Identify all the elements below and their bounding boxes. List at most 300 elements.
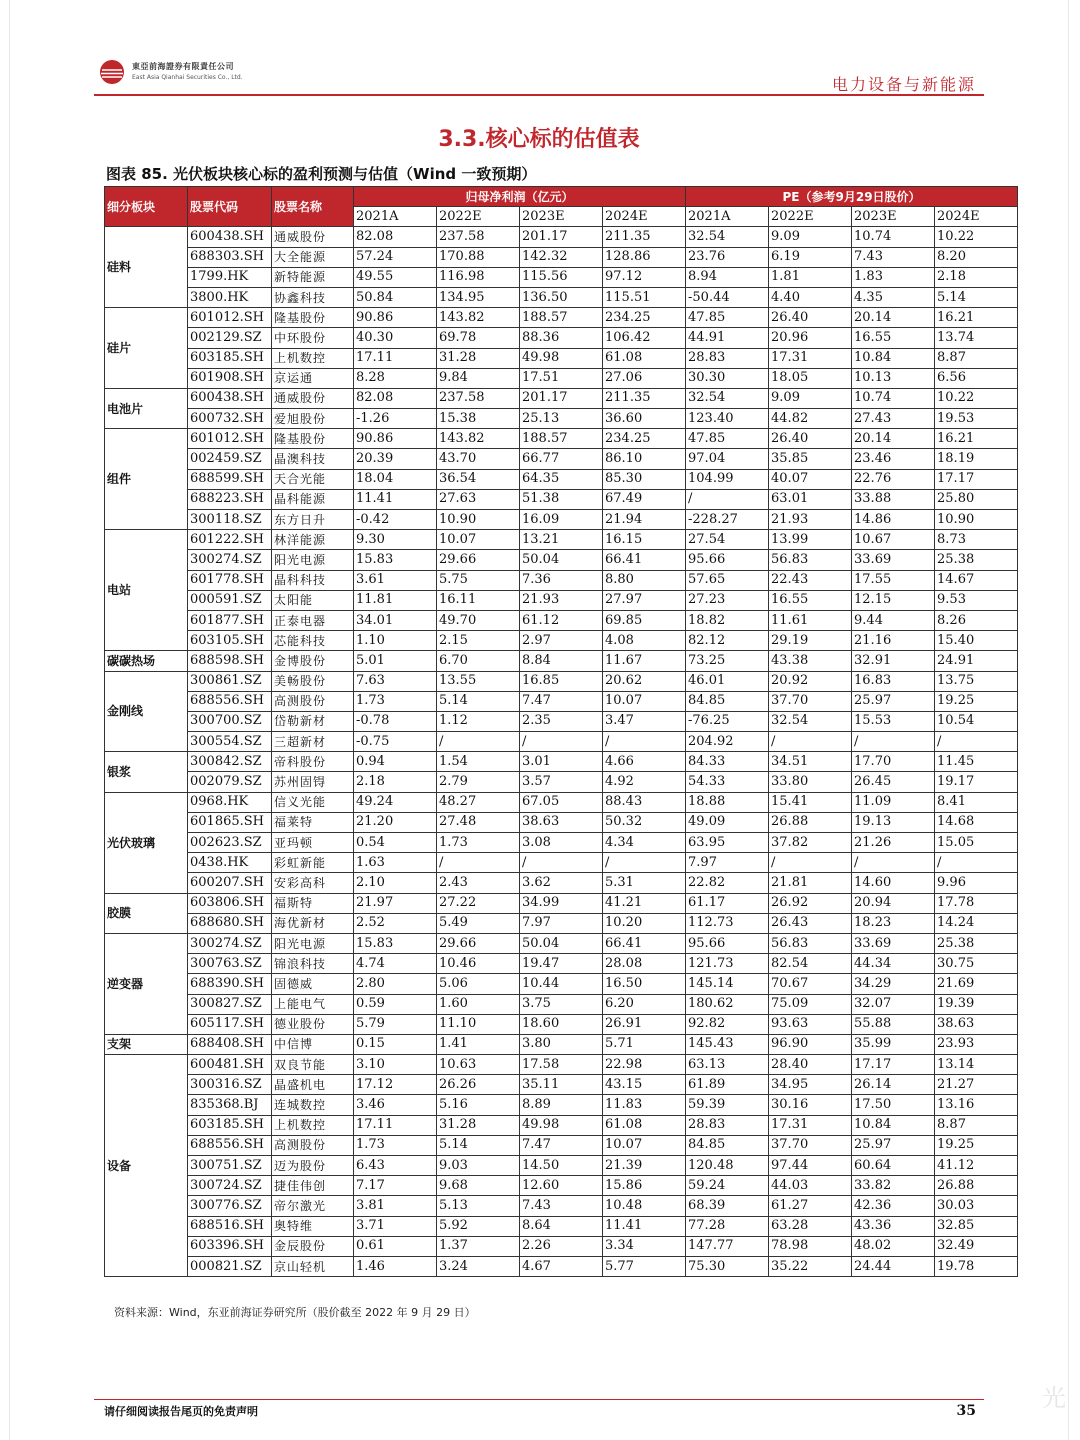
- pe-cell: 9.44: [852, 610, 935, 630]
- pe-cell: 14.86: [852, 510, 935, 530]
- pe-cell: 34.29: [852, 974, 935, 994]
- pe-cell: 26.40: [769, 308, 852, 328]
- stock-code-cell: 300118.SZ: [188, 510, 272, 530]
- pe-cell: 147.77: [686, 1236, 769, 1256]
- header-code: 股票代码: [188, 187, 272, 227]
- stock-name-cell: 金辰股份: [272, 1236, 354, 1256]
- net-profit-cell: 2.10: [354, 873, 437, 893]
- pe-cell: 25.97: [852, 1135, 935, 1155]
- stock-code-cell: 688390.SH: [188, 974, 272, 994]
- pe-cell: 17.55: [852, 570, 935, 590]
- pe-cell: 19.39: [935, 994, 1018, 1014]
- table-row: [105, 671, 1018, 691]
- net-profit-cell: 211.35: [603, 227, 686, 247]
- pe-cell: 20.96: [769, 328, 852, 348]
- stock-code-cell: 688556.SH: [188, 691, 272, 711]
- net-profit-cell: 1.63: [354, 853, 437, 873]
- net-profit-cell: 43.70: [437, 449, 520, 469]
- pe-cell: 9.09: [769, 227, 852, 247]
- net-profit-cell: 17.12: [354, 1075, 437, 1095]
- pe-cell: 123.40: [686, 409, 769, 429]
- net-profit-cell: 16.15: [603, 530, 686, 550]
- table-row: [105, 328, 1018, 348]
- pe-cell: 29.19: [769, 631, 852, 651]
- net-profit-cell: 69.78: [437, 328, 520, 348]
- data-source-note: 资料来源：Wind，东亚前海证券研究所（股价截至 2022 年 9 月 29 日）: [114, 1306, 476, 1319]
- pe-cell: 33.69: [852, 933, 935, 953]
- pe-cell: 15.05: [935, 833, 1018, 853]
- net-profit-cell: 0.54: [354, 833, 437, 853]
- pe-cell: /: [935, 853, 1018, 873]
- net-profit-cell: 15.86: [603, 1176, 686, 1196]
- table-row: [105, 1236, 1018, 1256]
- net-profit-cell: 21.39: [603, 1156, 686, 1176]
- table-row: [105, 1135, 1018, 1155]
- report-category: 电力设备与新能源: [831, 75, 976, 94]
- net-profit-cell: 3.46: [354, 1095, 437, 1115]
- year-header: 2022E: [437, 207, 520, 227]
- pe-cell: 84.85: [686, 1135, 769, 1155]
- table-row: [105, 429, 1018, 449]
- net-profit-cell: 21.97: [354, 893, 437, 913]
- pe-cell: 17.78: [935, 893, 1018, 913]
- pe-cell: 26.92: [769, 893, 852, 913]
- year-header: 2022E: [769, 207, 852, 227]
- net-profit-cell: 211.35: [603, 388, 686, 408]
- net-profit-cell: 11.81: [354, 590, 437, 610]
- pe-cell: 4.35: [852, 287, 935, 307]
- net-profit-cell: 15.83: [354, 933, 437, 953]
- sector-cell: 胶膜: [105, 893, 188, 933]
- pe-cell: 47.85: [686, 429, 769, 449]
- stock-name-cell: 高测股份: [272, 1135, 354, 1155]
- table-row: [105, 812, 1018, 832]
- net-profit-cell: 6.43: [354, 1156, 437, 1176]
- pe-cell: 28.83: [686, 1115, 769, 1135]
- net-profit-cell: 7.36: [520, 570, 603, 590]
- net-profit-cell: 16.09: [520, 510, 603, 530]
- net-profit-cell: 11.41: [603, 1216, 686, 1236]
- net-profit-cell: 9.84: [437, 368, 520, 388]
- net-profit-cell: 1.41: [437, 1034, 520, 1054]
- pe-cell: 23.76: [686, 247, 769, 267]
- net-profit-cell: 50.04: [520, 933, 603, 953]
- net-profit-cell: 2.52: [354, 913, 437, 933]
- net-profit-cell: /: [603, 853, 686, 873]
- net-profit-cell: 31.28: [437, 1115, 520, 1135]
- net-profit-cell: 88.43: [603, 792, 686, 812]
- net-profit-cell: 10.07: [437, 530, 520, 550]
- pe-cell: 24.91: [935, 651, 1018, 671]
- pe-cell: 24.44: [852, 1256, 935, 1276]
- net-profit-cell: 3.24: [437, 1256, 520, 1276]
- company-name-en: East Asia Qianhai Securities Co., Ltd.: [132, 74, 243, 81]
- pe-cell: 96.90: [769, 1034, 852, 1054]
- pe-cell: 30.03: [935, 1196, 1018, 1216]
- pe-cell: 37.70: [769, 691, 852, 711]
- stock-name-cell: 东方日升: [272, 510, 354, 530]
- pe-cell: 32.07: [852, 994, 935, 1014]
- table-row: [105, 610, 1018, 630]
- net-profit-cell: 82.08: [354, 227, 437, 247]
- sector-cell: 硅片: [105, 308, 188, 389]
- net-profit-cell: 29.66: [437, 933, 520, 953]
- pe-cell: 84.85: [686, 691, 769, 711]
- stock-code-cell: 300842.SZ: [188, 752, 272, 772]
- pe-cell: 145.14: [686, 974, 769, 994]
- net-profit-cell: 69.85: [603, 610, 686, 630]
- pe-cell: 25.97: [852, 691, 935, 711]
- net-profit-cell: 142.32: [520, 247, 603, 267]
- table-row: [105, 974, 1018, 994]
- pe-cell: 112.73: [686, 913, 769, 933]
- pe-cell: 10.90: [935, 510, 1018, 530]
- net-profit-cell: 10.63: [437, 1055, 520, 1075]
- net-profit-cell: 11.41: [354, 489, 437, 509]
- pe-cell: /: [935, 732, 1018, 752]
- stock-code-cell: 300316.SZ: [188, 1075, 272, 1095]
- pe-cell: 33.88: [852, 489, 935, 509]
- stock-name-cell: 隆基股份: [272, 308, 354, 328]
- stock-code-cell: 601877.SH: [188, 610, 272, 630]
- pe-cell: 19.53: [935, 409, 1018, 429]
- net-profit-cell: 28.08: [603, 954, 686, 974]
- table-row: [105, 853, 1018, 873]
- pe-cell: 18.19: [935, 449, 1018, 469]
- net-profit-cell: 0.61: [354, 1236, 437, 1256]
- net-profit-cell: 115.56: [520, 267, 603, 287]
- sector-cell: 硅料: [105, 227, 188, 308]
- table-row: [105, 510, 1018, 530]
- stock-code-cell: 601012.SH: [188, 308, 272, 328]
- net-profit-cell: 82.08: [354, 388, 437, 408]
- stock-name-cell: 林洋能源: [272, 530, 354, 550]
- stock-name-cell: 中环股份: [272, 328, 354, 348]
- sector-cell: 金刚线: [105, 671, 188, 752]
- stock-code-cell: 300554.SZ: [188, 732, 272, 752]
- pe-cell: 10.84: [852, 1115, 935, 1135]
- table-row: [105, 1176, 1018, 1196]
- pe-cell: 54.33: [686, 772, 769, 792]
- net-profit-cell: 237.58: [437, 388, 520, 408]
- net-profit-cell: 49.98: [520, 348, 603, 368]
- pe-cell: 56.83: [769, 933, 852, 953]
- stock-name-cell: 中信博: [272, 1034, 354, 1054]
- sector-cell: 光伏玻璃: [105, 792, 188, 893]
- pe-cell: 70.67: [769, 974, 852, 994]
- net-profit-cell: 6.20: [603, 994, 686, 1014]
- net-profit-cell: 3.08: [520, 833, 603, 853]
- pe-cell: 78.98: [769, 1236, 852, 1256]
- stock-code-cell: 0968.HK: [188, 792, 272, 812]
- net-profit-cell: 234.25: [603, 429, 686, 449]
- year-header: 2023E: [852, 207, 935, 227]
- table-row: [105, 227, 1018, 247]
- table-row: [105, 449, 1018, 469]
- net-profit-cell: 49.55: [354, 267, 437, 287]
- pe-cell: 27.43: [852, 409, 935, 429]
- stock-code-cell: 688556.SH: [188, 1135, 272, 1155]
- stock-name-cell: 新特能源: [272, 267, 354, 287]
- net-profit-cell: 3.57: [520, 772, 603, 792]
- pe-cell: 8.20: [935, 247, 1018, 267]
- stock-name-cell: 太阳能: [272, 590, 354, 610]
- net-profit-cell: 5.77: [603, 1256, 686, 1276]
- net-profit-cell: 90.86: [354, 308, 437, 328]
- net-profit-cell: 0.59: [354, 994, 437, 1014]
- net-profit-cell: 8.28: [354, 368, 437, 388]
- stock-code-cell: 603105.SH: [188, 631, 272, 651]
- table-row: [105, 1115, 1018, 1135]
- pe-cell: 25.38: [935, 550, 1018, 570]
- pe-cell: 13.14: [935, 1055, 1018, 1075]
- pe-cell: 6.56: [935, 368, 1018, 388]
- stock-name-cell: 金博股份: [272, 651, 354, 671]
- stock-code-cell: 688599.SH: [188, 469, 272, 489]
- pe-cell: -228.27: [686, 510, 769, 530]
- pe-cell: 121.73: [686, 954, 769, 974]
- table-row: [105, 489, 1018, 509]
- stock-code-cell: 601222.SH: [188, 530, 272, 550]
- net-profit-cell: 49.24: [354, 792, 437, 812]
- net-profit-cell: 7.43: [520, 1196, 603, 1216]
- net-profit-cell: 10.07: [603, 691, 686, 711]
- stock-code-cell: 002129.SZ: [188, 328, 272, 348]
- pe-cell: 28.83: [686, 348, 769, 368]
- net-profit-cell: 27.48: [437, 812, 520, 832]
- net-profit-cell: 3.80: [520, 1034, 603, 1054]
- stock-name-cell: 阳光电源: [272, 933, 354, 953]
- pe-cell: 26.40: [769, 429, 852, 449]
- pe-cell: 23.46: [852, 449, 935, 469]
- pe-cell: 26.88: [935, 1176, 1018, 1196]
- pe-cell: 17.17: [852, 1055, 935, 1075]
- pe-cell: 10.22: [935, 227, 1018, 247]
- table-row: [105, 388, 1018, 408]
- year-header: 2024E: [935, 207, 1018, 227]
- pe-cell: 18.05: [769, 368, 852, 388]
- net-profit-cell: 10.07: [603, 1135, 686, 1155]
- stock-name-cell: 阳光电源: [272, 550, 354, 570]
- net-profit-cell: -0.75: [354, 732, 437, 752]
- stock-code-cell: 1799.HK: [188, 267, 272, 287]
- pe-cell: 120.48: [686, 1156, 769, 1176]
- pe-cell: 32.54: [686, 227, 769, 247]
- stock-name-cell: 晶澳科技: [272, 449, 354, 469]
- stock-name-cell: 正泰电器: [272, 610, 354, 630]
- net-profit-cell: 5.75: [437, 570, 520, 590]
- pe-cell: 12.15: [852, 590, 935, 610]
- table-row: [105, 631, 1018, 651]
- table-row: [105, 772, 1018, 792]
- table-row: [105, 308, 1018, 328]
- pe-cell: 15.40: [935, 631, 1018, 651]
- stock-name-cell: 上机数控: [272, 1115, 354, 1135]
- stock-name-cell: 上机数控: [272, 348, 354, 368]
- pe-cell: 20.14: [852, 429, 935, 449]
- pe-cell: 17.31: [769, 348, 852, 368]
- pe-cell: 16.21: [935, 429, 1018, 449]
- pe-cell: 5.14: [935, 287, 1018, 307]
- net-profit-cell: 201.17: [520, 388, 603, 408]
- pe-cell: 145.43: [686, 1034, 769, 1054]
- pe-cell: 10.74: [852, 227, 935, 247]
- net-profit-cell: 7.97: [520, 913, 603, 933]
- pe-cell: 33.69: [852, 550, 935, 570]
- pe-cell: 32.49: [935, 1236, 1018, 1256]
- net-profit-cell: 136.50: [520, 287, 603, 307]
- net-profit-cell: 18.60: [520, 1014, 603, 1034]
- pe-cell: 204.92: [686, 732, 769, 752]
- net-profit-cell: 5.16: [437, 1095, 520, 1115]
- table-row: [105, 530, 1018, 550]
- pe-cell: 11.45: [935, 752, 1018, 772]
- pe-cell: 19.25: [935, 1135, 1018, 1155]
- sector-cell: 支架: [105, 1034, 188, 1054]
- pe-cell: 35.22: [769, 1256, 852, 1276]
- net-profit-cell: 6.70: [437, 651, 520, 671]
- stock-name-cell: 爱旭股份: [272, 409, 354, 429]
- pe-cell: 42.36: [852, 1196, 935, 1216]
- net-profit-cell: 36.60: [603, 409, 686, 429]
- stock-code-cell: 3800.HK: [188, 287, 272, 307]
- net-profit-cell: 61.08: [603, 348, 686, 368]
- net-profit-cell: 50.04: [520, 550, 603, 570]
- stock-name-cell: 晶盛机电: [272, 1075, 354, 1095]
- valuation-table: [104, 186, 1018, 1277]
- net-profit-cell: 67.05: [520, 792, 603, 812]
- pe-cell: 63.13: [686, 1055, 769, 1075]
- net-profit-cell: 4.66: [603, 752, 686, 772]
- pe-cell: 57.65: [686, 570, 769, 590]
- pe-cell: 7.43: [852, 247, 935, 267]
- pe-cell: 18.88: [686, 792, 769, 812]
- net-profit-cell: 1.54: [437, 752, 520, 772]
- net-profit-cell: 8.89: [520, 1095, 603, 1115]
- net-profit-cell: 188.57: [520, 308, 603, 328]
- stock-code-cell: 688223.SH: [188, 489, 272, 509]
- net-profit-cell: 25.13: [520, 409, 603, 429]
- stock-code-cell: 300763.SZ: [188, 954, 272, 974]
- net-profit-cell: 2.18: [354, 772, 437, 792]
- stock-name-cell: 岱勒新材: [272, 711, 354, 731]
- pe-cell: 7.97: [686, 853, 769, 873]
- stock-code-cell: 300776.SZ: [188, 1196, 272, 1216]
- stock-code-cell: 835368.BJ: [188, 1095, 272, 1115]
- pe-cell: 21.69: [935, 974, 1018, 994]
- net-profit-cell: 1.12: [437, 711, 520, 731]
- net-profit-cell: 27.22: [437, 893, 520, 913]
- pe-cell: -76.25: [686, 711, 769, 731]
- net-profit-cell: 11.83: [603, 1095, 686, 1115]
- pe-cell: 13.75: [935, 671, 1018, 691]
- pe-cell: 95.66: [686, 933, 769, 953]
- net-profit-cell: 2.26: [520, 1236, 603, 1256]
- stock-code-cell: 605117.SH: [188, 1014, 272, 1034]
- stock-name-cell: 高测股份: [272, 691, 354, 711]
- net-profit-cell: 0.15: [354, 1034, 437, 1054]
- pe-cell: 28.40: [769, 1055, 852, 1075]
- pe-cell: 56.83: [769, 550, 852, 570]
- table-row: [105, 1256, 1018, 1276]
- pe-cell: 13.74: [935, 328, 1018, 348]
- net-profit-cell: 13.55: [437, 671, 520, 691]
- pe-cell: 44.03: [769, 1176, 852, 1196]
- pe-cell: 8.73: [935, 530, 1018, 550]
- pe-cell: 10.13: [852, 368, 935, 388]
- net-profit-cell: 116.98: [437, 267, 520, 287]
- table-row: [105, 368, 1018, 388]
- net-profit-cell: 31.28: [437, 348, 520, 368]
- net-profit-cell: 10.44: [520, 974, 603, 994]
- net-profit-cell: 17.58: [520, 1055, 603, 1075]
- net-profit-cell: 21.94: [603, 510, 686, 530]
- pe-cell: 4.40: [769, 287, 852, 307]
- pe-cell: 10.22: [935, 388, 1018, 408]
- net-profit-cell: /: [603, 732, 686, 752]
- pe-cell: /: [686, 489, 769, 509]
- net-profit-cell: 9.30: [354, 530, 437, 550]
- table-row: [105, 247, 1018, 267]
- stock-code-cell: 300827.SZ: [188, 994, 272, 1014]
- net-profit-cell: 20.39: [354, 449, 437, 469]
- pe-cell: 97.04: [686, 449, 769, 469]
- pe-cell: 16.83: [852, 671, 935, 691]
- stock-name-cell: 奥特维: [272, 1216, 354, 1236]
- net-profit-cell: 3.71: [354, 1216, 437, 1236]
- pe-cell: 33.82: [852, 1176, 935, 1196]
- year-header: 2021A: [686, 207, 769, 227]
- pe-cell: 43.36: [852, 1216, 935, 1236]
- table-row: [105, 1055, 1018, 1075]
- table-row: [105, 873, 1018, 893]
- net-profit-cell: 17.51: [520, 368, 603, 388]
- table-row: [105, 752, 1018, 772]
- net-profit-cell: 66.41: [603, 550, 686, 570]
- stock-code-cell: 603185.SH: [188, 348, 272, 368]
- pe-cell: 26.43: [769, 913, 852, 933]
- net-profit-cell: 35.11: [520, 1075, 603, 1095]
- pe-cell: 34.51: [769, 752, 852, 772]
- pe-cell: 25.38: [935, 933, 1018, 953]
- net-profit-cell: /: [437, 853, 520, 873]
- report-page: [10, 0, 1068, 1440]
- net-profit-cell: 40.30: [354, 328, 437, 348]
- net-profit-cell: 88.36: [520, 328, 603, 348]
- pe-cell: 40.07: [769, 469, 852, 489]
- stock-name-cell: 帝科股份: [272, 752, 354, 772]
- net-profit-cell: 29.66: [437, 550, 520, 570]
- stock-code-cell: 601778.SH: [188, 570, 272, 590]
- pe-cell: 14.68: [935, 812, 1018, 832]
- pe-cell: 30.16: [769, 1095, 852, 1115]
- net-profit-cell: 237.58: [437, 227, 520, 247]
- net-profit-cell: /: [520, 732, 603, 752]
- stock-code-cell: 603185.SH: [188, 1115, 272, 1135]
- net-profit-cell: 67.49: [603, 489, 686, 509]
- table-row: [105, 348, 1018, 368]
- pe-cell: /: [852, 853, 935, 873]
- pe-cell: /: [852, 732, 935, 752]
- table-row: [105, 732, 1018, 752]
- pe-cell: 73.25: [686, 651, 769, 671]
- stock-name-cell: 大全能源: [272, 247, 354, 267]
- pe-cell: 180.62: [686, 994, 769, 1014]
- stock-code-cell: 300861.SZ: [188, 671, 272, 691]
- table-row: [105, 1196, 1018, 1216]
- pe-cell: 19.17: [935, 772, 1018, 792]
- sector-cell: 组件: [105, 429, 188, 530]
